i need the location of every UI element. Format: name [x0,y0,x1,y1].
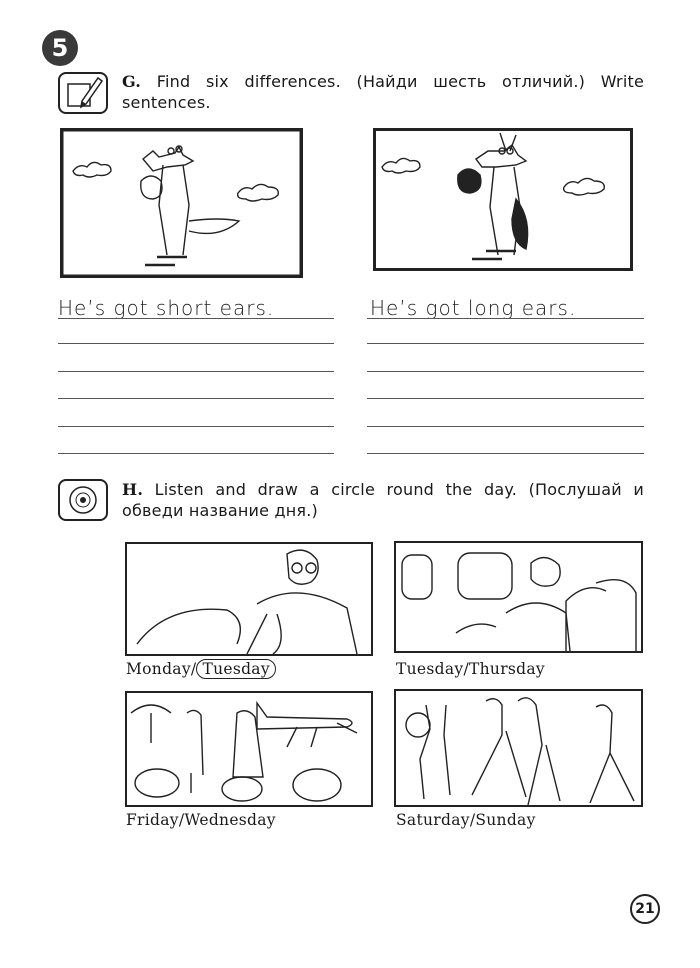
day-option-thursday[interactable]: Thursday [469,660,545,678]
writing-line [58,318,334,319]
wolf-picture-left [60,128,303,278]
writing-line [58,371,334,372]
writing-line [58,398,334,399]
day-option-sunday[interactable]: Sunday [475,811,536,829]
separator: / [190,660,197,678]
separator: / [463,660,469,678]
task-h-text: Listen and draw a circle round the day. (Послушай и обведи название дня.) [122,480,644,520]
pencil-icon [58,72,108,114]
writing-line [367,318,644,319]
picture-doctor [125,542,373,656]
caption-friday-wednesday [126,811,276,829]
task-g-text: Find six differences. (Найди шесть отличий.) Write sentences. [122,72,644,112]
unit-number-badge [42,30,78,66]
day-option-tuesday[interactable]: Tuesday [396,660,464,678]
page-number-text: 21 [635,901,655,917]
caption-tuesday-thursday [396,660,545,678]
day-option-wednesday[interactable]: Wednesday [184,811,276,829]
picture-airplane-passenger [394,541,643,653]
wolf-picture-right [373,128,633,271]
day-option-saturday[interactable]: Saturday [396,811,470,829]
caption-saturday-sunday [396,811,536,829]
unit-number: 5 [51,34,69,62]
writing-line [58,453,334,454]
task-h-letter: H. [122,480,144,499]
writing-line [58,343,334,344]
writing-line [367,426,644,427]
picture-football-players [394,689,643,807]
example-sentence-right: He’s got long ears. [370,296,577,320]
writing-line [367,343,644,344]
page-number [630,894,660,924]
task-g-letter: G. [122,72,142,91]
task-g-instruction [122,71,644,113]
separator: / [469,811,476,829]
day-option-tuesday-circled[interactable]: Tuesday [196,659,275,679]
example-sentence-left: He’s got short ears. [58,296,275,320]
writing-line [367,371,644,372]
day-option-friday[interactable]: Friday [126,811,179,829]
writing-line [58,426,334,427]
task-h-instruction [122,479,644,521]
writing-line [367,398,644,399]
caption-monday-tuesday [126,660,276,678]
separator: / [178,811,185,829]
picture-sheep-and-plane [125,691,373,807]
writing-line [367,453,644,454]
audio-cd-icon [58,479,108,521]
day-option-monday[interactable]: Monday [126,660,191,678]
